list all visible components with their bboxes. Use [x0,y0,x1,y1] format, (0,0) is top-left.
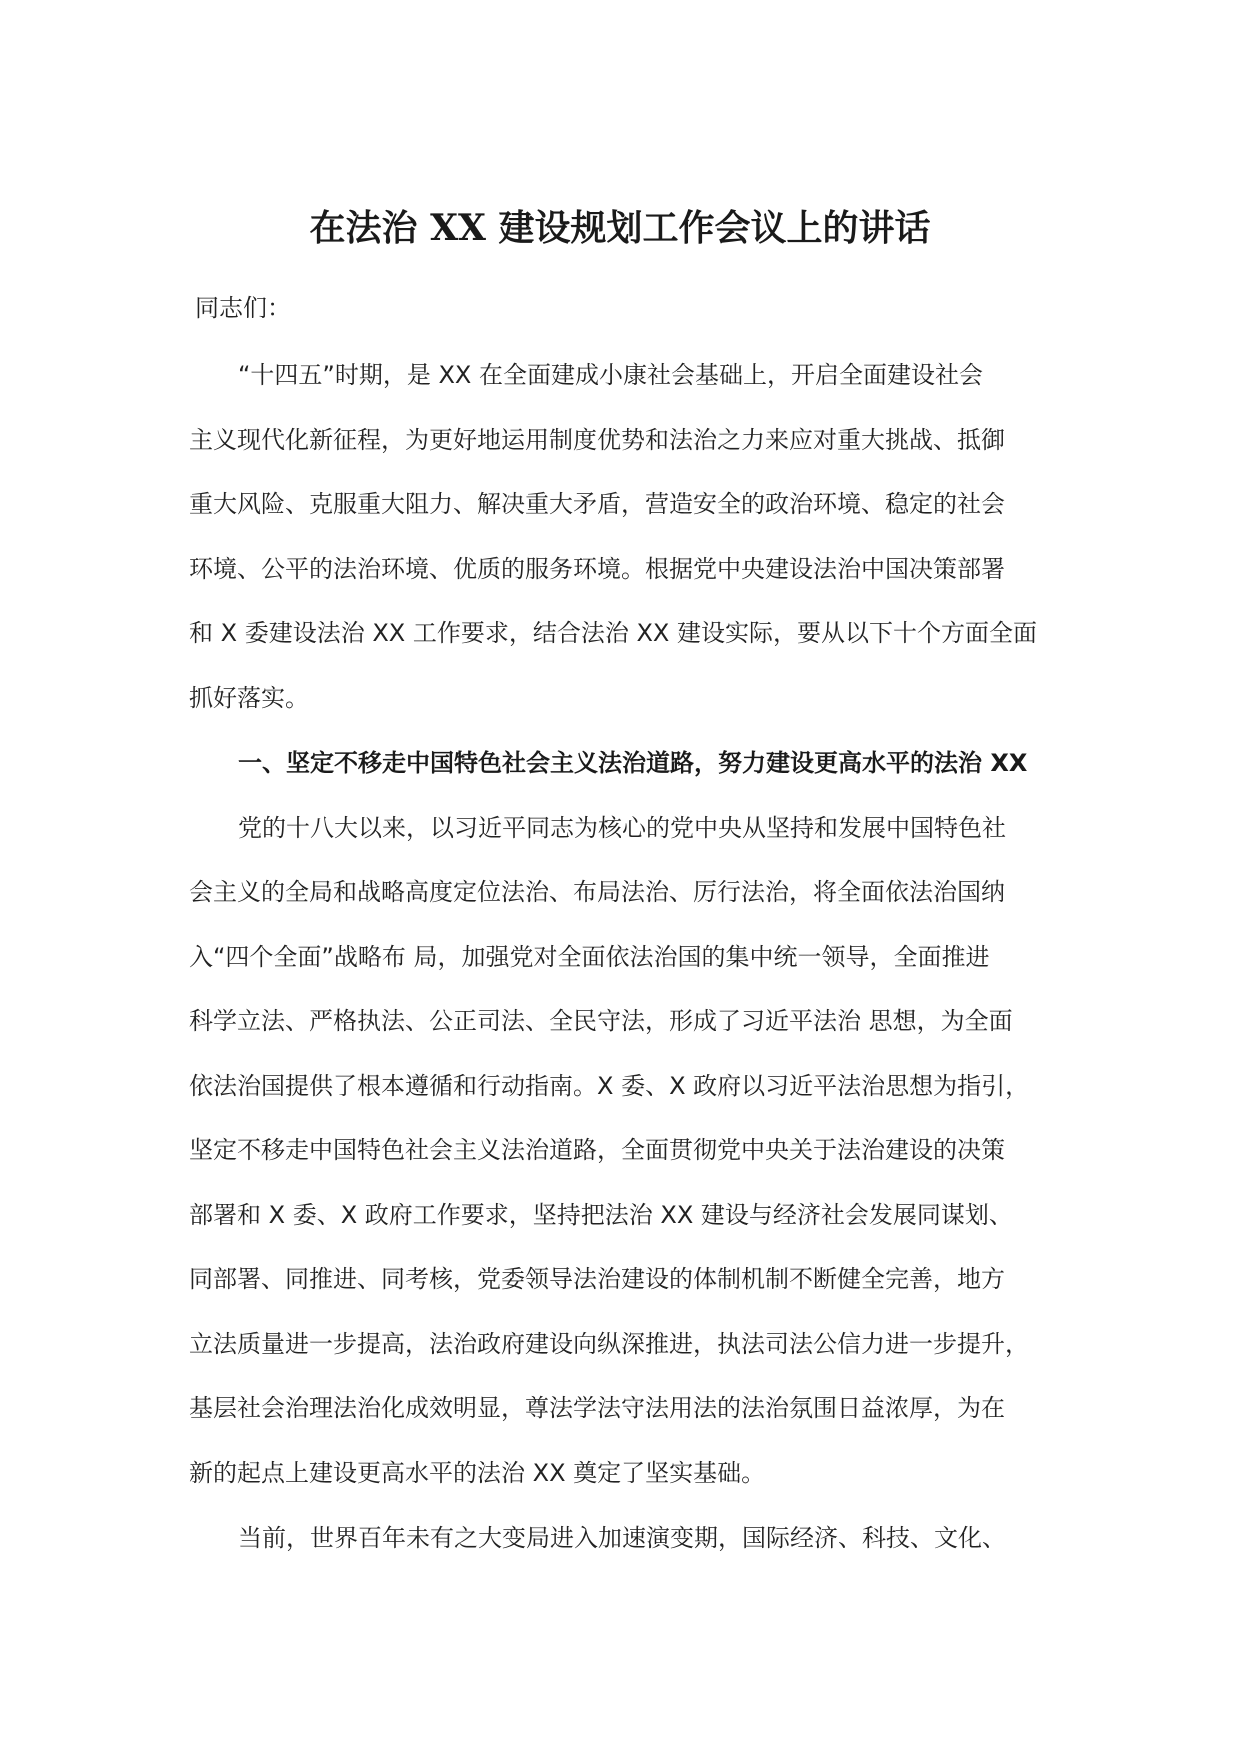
paragraph-1-line-1: “十四五”时期，是 XX 在全面建成小康社会基础上，开启全面建设社会 [238,361,984,389]
salutation: 同志们： [195,294,291,322]
section-heading-1: 一、坚定不移走中国特色社会主义法治道路，努力建设更高水平的法治 XX [238,749,1028,777]
paragraph-2-line-7: 部署和 X 委、X 政府工作要求，坚持把法治 XX 建设与经济社会发展同谋划、 [189,1201,1013,1229]
paragraph-2-line-1: 党的十八大以来，以习近平同志为核心的党中央从坚持和发展中国特色社 [238,814,1006,842]
paragraph-2-line-10: 基层社会治理法治化成效明显，尊法学法守法用法的法治氛围日益浓厚，为在 [189,1394,1005,1422]
paragraph-1-line-4: 环境、公平的法治环境、优质的服务环境。根据党中央建设法治中国决策部署 [189,555,1005,583]
paragraph-2-line-6: 坚定不移走中国特色社会主义法治道路，全面贯彻党中央关于法治建设的决策 [189,1136,1005,1164]
paragraph-2-line-2: 会主义的全局和战略高度定位法治、布局法治、厉行法治，将全面依法治国纳 [189,878,1005,906]
paragraph-1-line-3: 重大风险、克服重大阻力、解决重大矛盾，营造安全的政治环境、稳定的社会 [189,490,1005,518]
paragraph-1-line-5: 和 X 委建设法治 XX 工作要求，结合法治 XX 建设实际，要从以下十个方面全面 [189,619,1037,647]
paragraph-2-line-11: 新的起点上建设更高水平的法治 XX 奠定了坚实基础。 [189,1459,766,1487]
page-title: 在法治 XX 建设规划工作会议上的讲话 [309,207,931,249]
paragraph-2-line-8: 同部署、同推进、同考核，党委领导法治建设的体制机制不断健全完善，地方 [189,1265,1005,1293]
paragraph-2-line-5: 依法治国提供了根本遵循和行动指南。X 委、X 政府以习近平法治思想为指引， [189,1072,1030,1100]
paragraph-1-line-6: 抓好落实。 [189,684,309,712]
paragraph-2-line-9: 立法质量进一步提高，法治政府建设向纵深推进，执法司法公信力进一步提升， [189,1330,1029,1358]
paragraph-2-line-3: 入“四个全面”战略布 局，加强党对全面依法治国的集中统一领导，全面推进 [189,943,990,971]
paragraph-3-line-1: 当前，世界百年未有之大变局进入加速演变期，国际经济、科技、文化、 [238,1524,1006,1552]
paragraph-1-line-2: 主义现代化新征程，为更好地运用制度优势和法治之力来应对重大挑战、抵御 [189,426,1005,454]
paragraph-2-line-4: 科学立法、严格执法、公正司法、全民守法，形成了习近平法治 思想，为全面 [189,1007,1013,1035]
